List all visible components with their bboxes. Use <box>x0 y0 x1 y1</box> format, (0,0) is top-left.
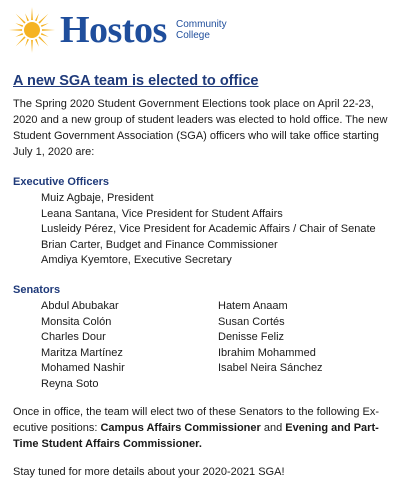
sun-ray <box>38 14 48 24</box>
sun-ray <box>16 14 26 24</box>
sun-ray <box>15 33 23 37</box>
senator-list-left <box>41 299 125 392</box>
officer-list <box>41 191 376 269</box>
senators-heading: Senators <box>13 284 61 296</box>
senator-list-item: Maritza Martínez <box>41 346 123 359</box>
logo-wordmark: Hostos <box>60 9 167 51</box>
sun-ray <box>35 13 39 21</box>
sun-ray <box>25 39 29 47</box>
logo-subtitle <box>176 19 227 41</box>
evening-part-time-position: Evening and Part-Time Student Affairs Commissioner. <box>13 422 379 450</box>
senator-list-item: Charles Dour <box>41 331 106 343</box>
article-title: A new SGA team is elected to office <box>13 73 259 89</box>
sun-ray <box>41 23 49 27</box>
logo-subtitle-line2: College <box>176 30 210 41</box>
outro-text-start: Once in office, the team will elect two of these Senators to the following Ex-ecutive positions: <box>13 406 380 434</box>
officer-list-item: Lusleidy Pérez, Vice President for Academic Affairs / Chair of Senate <box>41 223 376 235</box>
senator-list-item: Susan Cortés <box>218 315 285 328</box>
sun-ray <box>35 39 39 47</box>
senator-list-right <box>218 299 323 377</box>
senator-list-item: Hatem Anaam <box>218 300 288 312</box>
sun-ray <box>16 36 26 46</box>
sun-ray <box>9 29 22 31</box>
sun-ray <box>42 29 55 31</box>
sun-ray <box>25 13 29 21</box>
senator-list-item: Reyna Soto <box>41 377 99 390</box>
officer-list-item: Muiz Agbaje, President <box>41 192 154 204</box>
sun-ray <box>15 23 23 27</box>
senator-list-item: Mohamed Nashir <box>41 362 125 374</box>
intro-paragraph: The Spring 2020 Student Government Elections took place on April 22-23, 2020 and a new group of student leaders was elected to hold office. The new Student Government Association (SGA) officers who will take office starting July 1, 2020 are: <box>13 98 388 158</box>
senator-list-item: Denisse Feliz <box>218 331 285 343</box>
senator-list-item: Isabel Neira Sánchez <box>218 362 323 374</box>
sun-ray <box>31 7 33 20</box>
sun-ray <box>41 33 49 37</box>
outro-paragraph <box>13 404 393 452</box>
sun-icon <box>8 6 56 54</box>
sun-ray <box>31 40 33 53</box>
college-logo <box>8 6 388 56</box>
senator-list-item: Abdul Abubakar <box>41 300 119 312</box>
campus-affairs-position: Campus Affairs Commissioner <box>100 422 261 434</box>
officer-list-item: Leana Santana, Vice President for Student Affairs <box>41 207 283 220</box>
executive-officers-heading: Executive Officers <box>13 176 109 188</box>
logo-subtitle-line1: Community <box>176 19 227 30</box>
outro-text-mid: and <box>260 422 286 434</box>
sun-ray <box>38 36 48 46</box>
officer-list-item: Amdiya Kyemtore, Executive Secretary <box>41 254 232 266</box>
closing-line: Stay tuned for more details about your 2020-2021 SGA! <box>13 466 285 478</box>
senator-list-item: Monsita Colón <box>41 315 112 328</box>
senator-list-item: Ibrahim Mohammed <box>218 346 316 359</box>
officer-list-item: Brian Carter, Budget and Finance Commissioner <box>41 238 278 251</box>
